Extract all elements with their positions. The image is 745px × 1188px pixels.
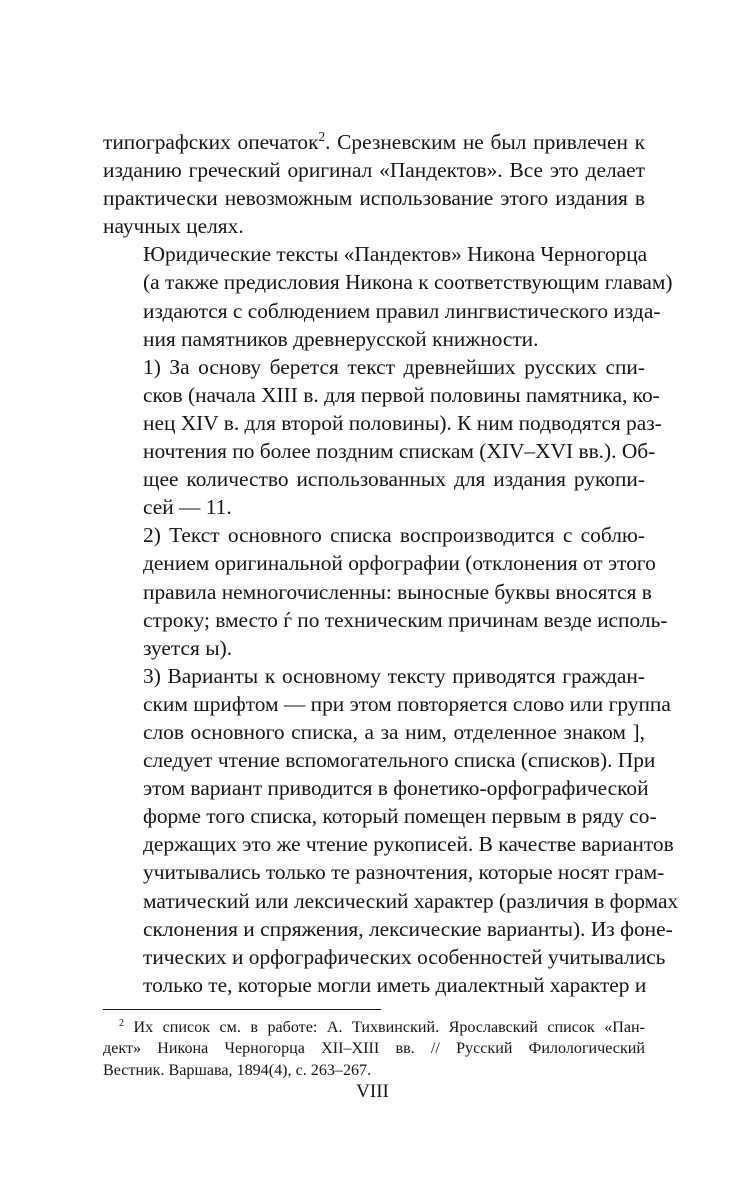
text-line: [103, 128, 645, 156]
text-line: слов основного списка, а за ним, отделенное знаком ],: [143, 719, 645, 744]
text-line: сков (начала XIII в. для первой половины памятника, ко-: [143, 382, 660, 407]
text-line: держащих это же чтение рукописей. В качестве вариантов: [143, 832, 674, 857]
text-line: этом вариант приводится в фонетико-орфографической: [143, 776, 649, 801]
text-line: ночтения по более поздним спискам (XIV–XVI вв.). Об-: [143, 439, 656, 464]
text-line: дением оригинальной орфографии (отклонения от этого: [143, 551, 656, 576]
text-line: зуется ы).: [143, 635, 233, 660]
footnote-reference[interactable]: 2: [318, 129, 326, 145]
text-line: форме того списка, который помещен первым в ряду со-: [143, 804, 657, 829]
text-line: только те, которые могли иметь диалектный характер и: [143, 972, 647, 997]
text-line: 2) Текст основного списка воспроизводится с соблю-: [143, 523, 645, 548]
text-line: 3) Варианты к основному тексту приводятся граждан-: [143, 663, 645, 688]
text-line: матический или лексический характер (различия в формах: [143, 888, 679, 913]
body-text: [103, 128, 679, 999]
paragraph-1: [103, 128, 645, 240]
text-line: ния памятников древнерусской книжности.: [143, 326, 539, 351]
text-line: Юридические тексты «Пандектов» Никона Черногорца: [143, 242, 648, 267]
text-line: строку; вместо ѓ по техническим причинам везде исполь-: [143, 607, 668, 632]
text-line: 1) За основу берется текст древнейших русских спи-: [143, 354, 645, 379]
page-number: VIII: [356, 1081, 389, 1102]
text-line: нец XIV в. для второй половины). К ним подводятся раз-: [143, 410, 662, 435]
text-line: научных целях.: [103, 214, 244, 239]
text-line: щее количество использованных для издания рукопи-: [143, 467, 645, 492]
footnote: [103, 1017, 645, 1081]
footnote-text: Их список см. в работе: А. Тихвинский. Ярославский список «Пан-: [133, 1019, 645, 1036]
text-line: сей — 11.: [143, 495, 232, 520]
paragraph-3: [103, 353, 662, 522]
paragraph-5: [103, 662, 679, 999]
text-fragment: . Срезневским не был привлечен к: [325, 130, 646, 154]
text-line: издаются с соблюдением правил лингвистического изда-: [143, 298, 661, 323]
text-fragment: типографских опечаток: [103, 130, 319, 154]
text-line: тических и орфографических особенностей учитывались: [143, 944, 666, 969]
text-line: правила немногочисленны: выносные буквы вносятся в: [143, 579, 652, 604]
footnote-line: Вестник. Варшава, 1894(4), с. 263–267.: [103, 1061, 372, 1079]
text-line: практически невозможным использование этого издания в: [103, 186, 645, 211]
footnote-line: [103, 1017, 645, 1038]
footnote-divider: [103, 1009, 381, 1010]
text-line: учитывались только те разночтения, которые носят грам-: [143, 860, 665, 885]
text-line: (а также предисловия Никона к соответствующим главам): [143, 270, 673, 295]
paragraph-4: [103, 521, 668, 661]
paragraph-2: [103, 240, 673, 352]
footnote-marker: 2: [119, 1018, 124, 1030]
text-line: ским шрифтом — при этом повторяется слово или группа: [143, 691, 671, 716]
footnote-line: дект» Никона Черногорца XII–XIII вв. // Русский Филологический: [103, 1040, 645, 1058]
text-line: склонения и спряжения, лексические варианты). Из фоне-: [143, 916, 673, 941]
text-line: изданию греческий оригинал «Пандектов». Все это делает: [103, 158, 645, 183]
text-line: следует чтение вспомогательного списка (списков). При: [143, 748, 656, 773]
